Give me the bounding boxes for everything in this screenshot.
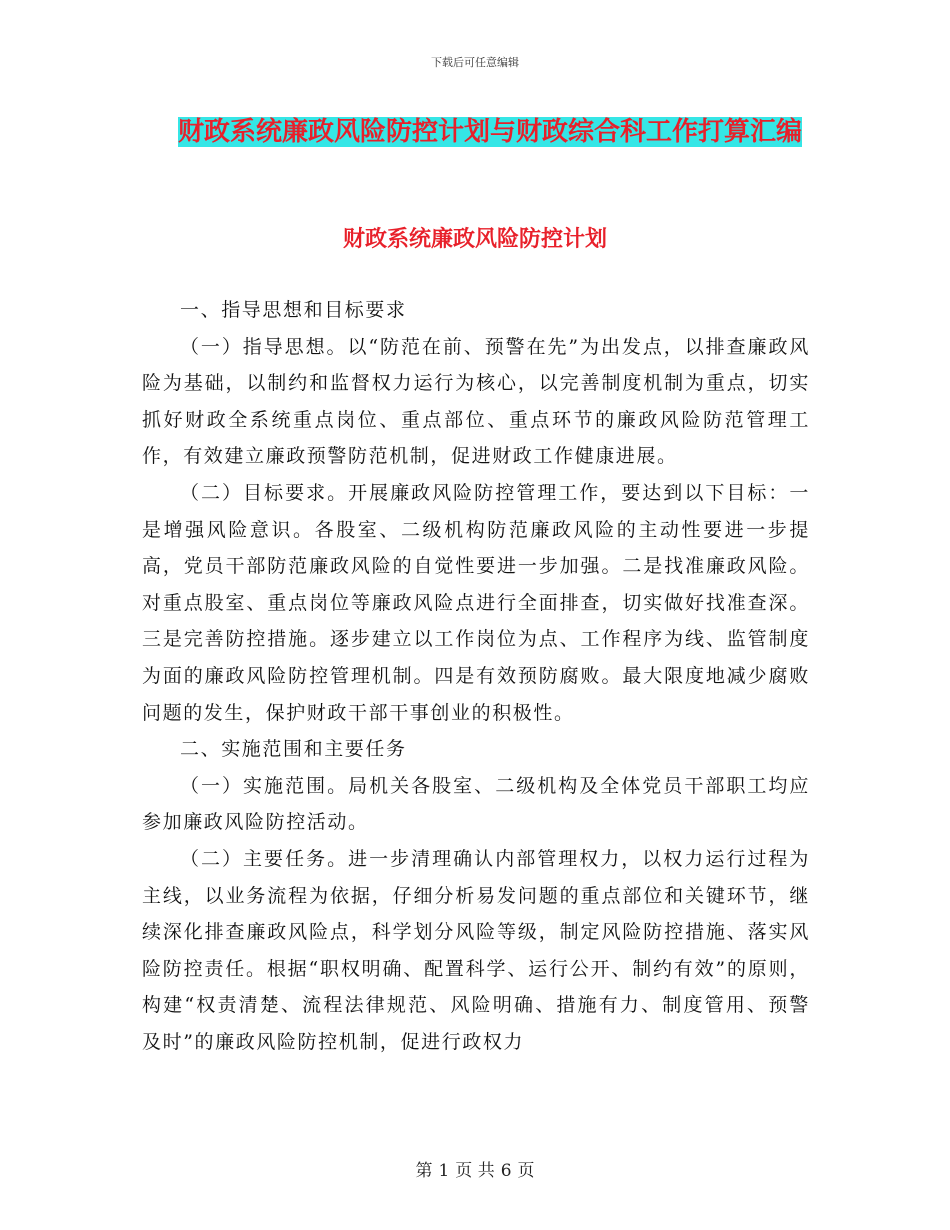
page-header-note: 下载后可任意编辑 xyxy=(431,56,519,69)
section-title: 财政系统廉政风险防控计划 xyxy=(342,226,607,252)
paragraph-main-tasks: （二）主要任务。进一步清理确认内部管理权力，以权力运行过程为主线，以业务流程为依据，仔细分析易发问题的重点部位和关键环节，继续深化排查廉政风险点，科学划分风险等级，制定风险防控措施、落实风险防控责任。根据“职权明确、配置科学、运行公开、制约有效”的原则，构建“权责清楚、流程法律规范、风险明确、措施有力、制度管用、预警及时”的廉政风险防控机制，促进行政权力 xyxy=(142,847,810,1053)
document-title xyxy=(150,110,830,154)
page-footer xyxy=(0,1156,950,1181)
heading-guiding-ideas: 一、指导思想和目标要求 xyxy=(180,299,407,321)
page-label-middle: 页 共 xyxy=(455,1161,495,1181)
document-body xyxy=(142,292,810,1060)
heading-scope-and-tasks: 二、实施范围和主要任务 xyxy=(180,738,407,761)
paragraph-guiding-ideas: （一）指导思想。以“防范在前、预警在先”为出发点，以排查廉政风险为基础，以制约和监督权力运行为核心，以完善制度机制为重点，切实抓好财政全系统重点岗位、重点部位、重点环节的廉政风险防范管理工作，有效建立廉政预警防范机制，促进财政工作健康进展。 xyxy=(142,335,810,468)
page-label-suffix: 页 xyxy=(517,1161,535,1181)
document-title-text: 财政系统廉政风险防控计划与财政综合科工作打算汇编 xyxy=(177,117,802,147)
paragraph-target-requirements: （二）目标要求。开展廉政风险防控管理工作，要达到以下目标：一是增强风险意识。各股室、二级机构防范廉政风险的主动性要进一步提高，党员干部防范廉政风险的自觉性要进一步加强。二是找准廉政风险。对重点股室、重点岗位等廉政风险点进行全面排查，切实做好找准查深。三是完善防控措施。逐步建立以工作岗位为点、工作程序为线、监管制度为面的廉政风险防控管理机制。四是有效预防腐败。最大限度地减少腐败问题的发生，保护财政干部干事创业的积极性。 xyxy=(142,481,810,724)
paragraph-scope: （一）实施范围。局机关各股室、二级机构及全体党员干部职工均应参加廉政风险防控活动。 xyxy=(142,774,810,834)
page-label-prefix: 第 xyxy=(415,1161,433,1181)
total-pages-number: 6 xyxy=(500,1161,512,1181)
current-page-number: 1 xyxy=(438,1161,450,1181)
